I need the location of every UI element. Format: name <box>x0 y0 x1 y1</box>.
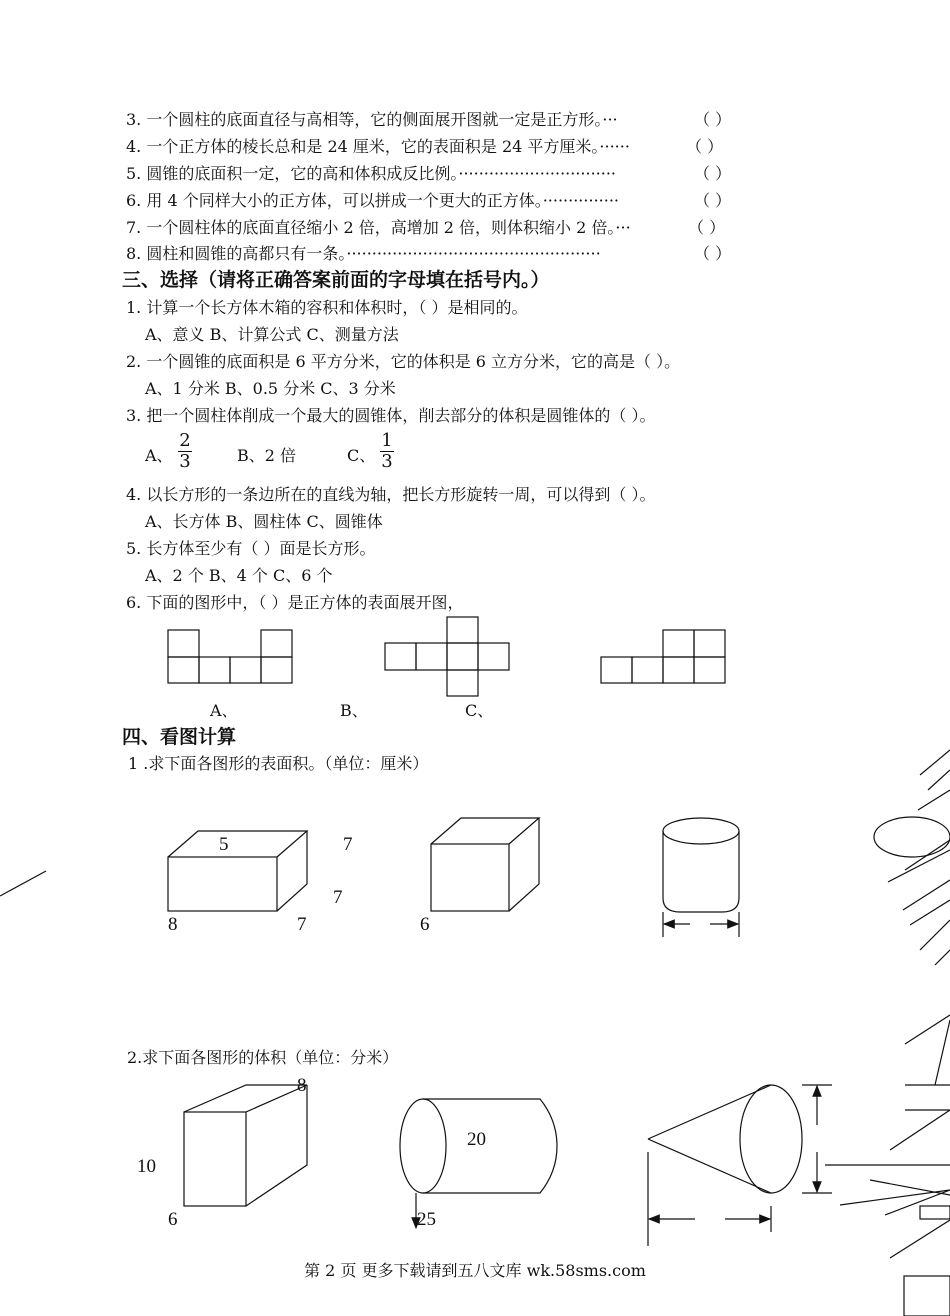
prism-label-left: 10 <box>137 1156 156 1177</box>
fraction-denominator: 3 <box>179 451 191 472</box>
judge-item-text: 5. 圆锥的底面积一定，它的高和体积成反比例。······························· <box>126 164 617 183</box>
cylinder-label-diameter: 25 <box>417 1209 436 1230</box>
cuboid-figure <box>168 831 307 911</box>
choice-q6: 6. 下面的图形中，（ ）是正方体的表面展开图， <box>126 593 464 612</box>
calc-q1: 1 .求下面各图形的表面积。（单位：厘米） <box>128 754 429 773</box>
choice-q3-option-b: B、2 倍 <box>237 446 297 465</box>
choice-q5: 5. 长方体至少有（ ）面是长方形。 <box>126 539 376 558</box>
box-label-right: 7 <box>333 887 343 908</box>
page-footer: 第 2 页 更多下载请到五八文库 wk.58sms.com <box>304 1261 646 1280</box>
prism-figure <box>184 1085 307 1206</box>
judge-paren-5: （ ） <box>694 164 732 183</box>
judge-item-text: 4. 一个正方体的棱长总和是 24 厘米，它的表面积是 24 平方厘米。······ <box>126 137 630 156</box>
net-label-c: C、 <box>465 701 494 720</box>
judge-item-text: 7. 一个圆柱体的底面直径缩小 2 倍，高增加 2 倍，则体积缩小 2 倍。··· <box>126 218 631 237</box>
box-label-top: 5 <box>219 834 229 855</box>
cylinder-figure <box>663 818 739 937</box>
cube-net-b <box>385 617 509 696</box>
cube-label: 6 <box>420 914 430 935</box>
edge-artifacts <box>0 750 950 1316</box>
section3-title: 三、选择（请将正确答案前面的字母填在括号内。） <box>122 269 550 291</box>
judge-item-text: 3. 一个圆柱的底面直径与高相等，它的侧面展开图就一定是正方形。··· <box>126 110 618 129</box>
cylinder-label-length: 20 <box>467 1129 486 1150</box>
cube-figure <box>431 818 539 911</box>
choice-q1-options: A、意义 B、计算公式 C、测量方法 <box>145 325 399 344</box>
judge-item-text: 6. 用 4 个同样大小的正方体，可以拼成一个更大的正方体。··············· <box>126 191 619 210</box>
cube-net-a <box>168 630 292 683</box>
choice-q3-option-c: C、 <box>347 446 376 465</box>
calc-q2: 2.求下面各图形的体积（单位：分米） <box>127 1048 399 1067</box>
choice-q4: 4. 以长方形的一条边所在的直线为轴，把长方形旋转一周，可以得到（ ）。 <box>126 485 656 504</box>
judge-paren-8: （ ） <box>694 244 732 263</box>
fraction-denominator: 3 <box>381 451 393 472</box>
judge-paren-3: （ ） <box>694 110 732 129</box>
box-label-bottom: 7 <box>297 914 307 935</box>
net-label-b: B、 <box>340 701 368 720</box>
prism-label-bottom: 6 <box>168 1209 178 1230</box>
judge-paren-4: （ ） <box>686 137 724 156</box>
prism-label-top: 8 <box>297 1075 307 1096</box>
horizontal-cylinder-figure <box>400 1099 557 1228</box>
judge-paren-6: （ ） <box>694 191 732 210</box>
box-label-right-top: 7 <box>343 834 353 855</box>
cone-figure <box>648 1085 832 1246</box>
net-label-a: A、 <box>210 701 238 720</box>
choice-q1: 1. 计算一个长方体木箱的容积和体积时，（ ）是相同的。 <box>126 298 528 317</box>
box-label-left: 8 <box>168 914 178 935</box>
judge-paren-7: （ ） <box>688 218 726 237</box>
choice-q5-options: A、2 个 B、4 个 C、6 个 <box>145 566 333 585</box>
choice-q3: 3. 把一个圆柱体削成一个最大的圆锥体，削去部分的体积是圆锥体的（ ）。 <box>126 406 656 425</box>
cube-net-c <box>601 630 725 683</box>
fraction-numerator: 1 <box>381 430 393 451</box>
choice-q2: 2. 一个圆锥的底面积是 6 平方分米，它的体积是 6 立方分米，它的高是（ ）。 <box>126 352 681 371</box>
choice-q4-options: A、长方体 B、圆柱体 C、圆锥体 <box>145 512 383 531</box>
section4-title: 四、看图计算 <box>122 726 237 748</box>
choice-q2-options: A、1 分米 B、0.5 分米 C、3 分米 <box>145 379 396 398</box>
choice-q3-option-a: A、 <box>145 446 173 465</box>
judge-item-text: 8. 圆柱和圆锥的高都只有一条。·················································· <box>126 244 601 263</box>
fraction-numerator: 2 <box>179 430 191 451</box>
